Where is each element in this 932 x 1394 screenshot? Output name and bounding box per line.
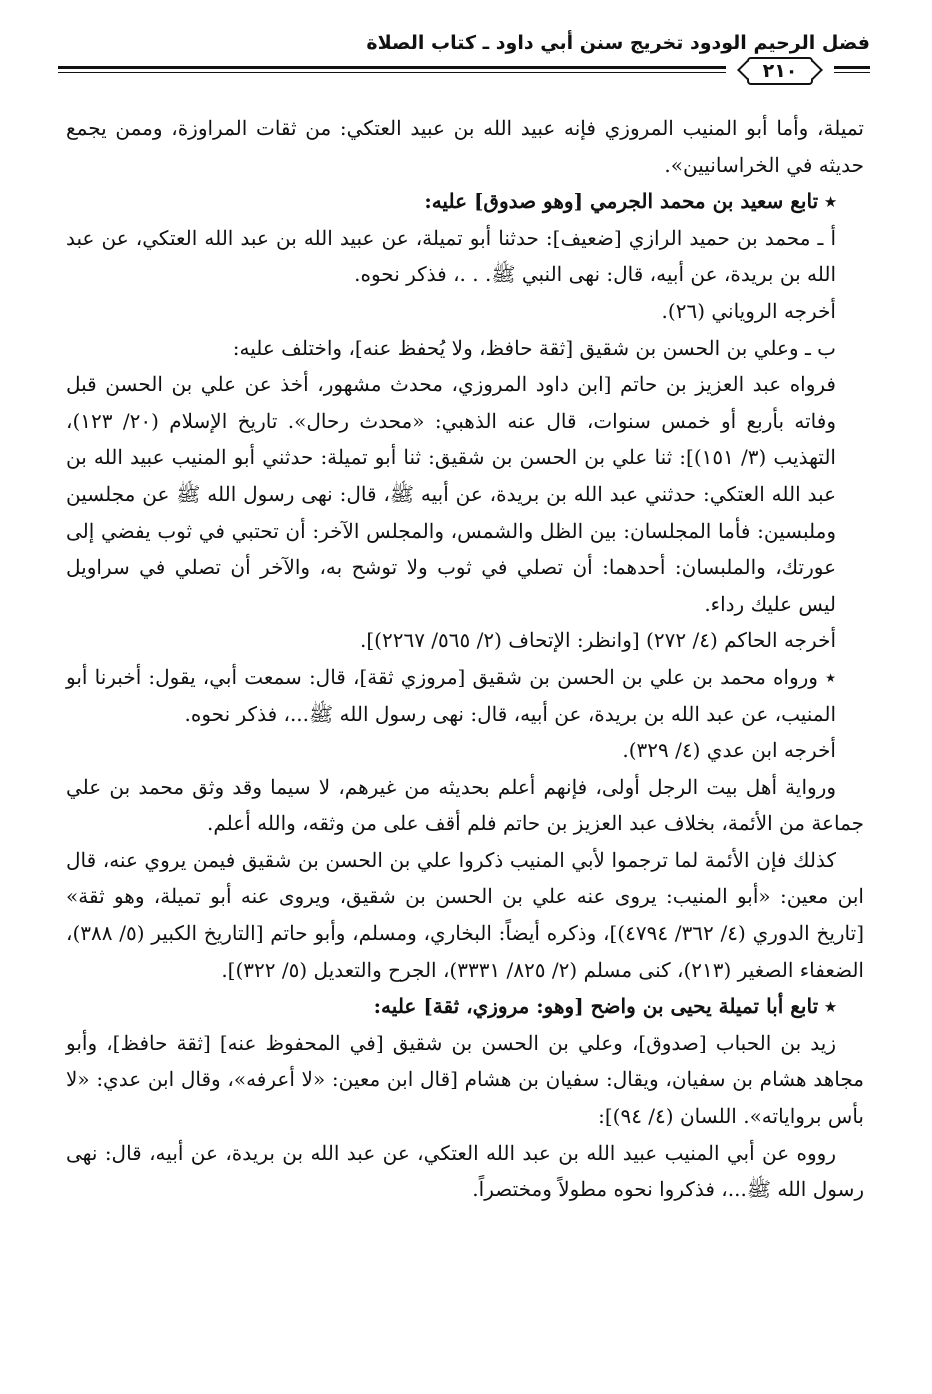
paragraph: زيد بن الحباب [صدوق]، وعلي بن الحسن بن شقيق [في المحفوظ عنه] [ثقة حافظ]، وأبو مجاهد هشام بن سفيان، ويقال: سفيان بن هشام [قال ابن معين: «لا أعرفه»، وقال ابن عدي: «لا بأس برواياته». اللسان (٤/ ٩٤)]: (66, 1030, 864, 1129)
paragraph: تميلة، وأما أبو المنيب المروزي فإنه عبيد الله بن عبيد العتكي: من ثقات المراوزة، وممن يجمع حديثه في الخراسانيين». (66, 116, 864, 177)
page-number-frame (726, 56, 834, 86)
paragraph: أ ـ محمد بن حميد الرازي [ضعيف]: حدثنا أبو تميلة، عن عبيد الله بن عبد الله العتكي، عن عبد الله بن بريدة، عن أبيه، قال: نهى النبي ﷺ. . .، فذكر نحوه. (66, 225, 836, 287)
paragraph: كذلك فإن الأئمة لما ترجموا لأبي المنيب ذكروا علي بن الحسن بن شقيق فيمن يروي عنه، قال ابن معين: «أبو المنيب: يروى عنه علي بن الحسن بن شقيق، ويروى عنه أبو تميلة، وهو ثقة» [تاريخ الدوري (٤/ ٣٦٢/ ٤٧٩٤)]، وذكره أيضاً: البخاري، ومسلم، وأبو حاتم [التاريخ الكبير (٥/ ٣٨٨)، الضعفاء الصغير (٢١٣)، كنى مسلم (٢/ ٨٢٥/ ٣٣٣١)، الجرح والتعديل (٥/ ٣٢٢)]. (66, 847, 865, 982)
citation: أخرجه ابن عدي (٤/ ٣٢٩). (622, 738, 836, 763)
page-number: ٢١٠ (747, 57, 814, 85)
paragraph: ٭ ورواه محمد بن علي بن الحسن بن شقيق [مروزي ثقة]، قال: سمعت أبي، يقول: أخبرنا أبو المنيب، عن عبد الله بن بريدة، عن أبيه، قال: نهى رسول الله ﷺ...، فذكر نحوه. (66, 664, 836, 726)
citation: أخرجه الروياني (٢٦). (661, 298, 836, 323)
section-heading: ٭ تابع أبا تميلة يحيى بن واضح [وهو: مروزي، ثقة] عليه: (373, 994, 836, 1019)
paragraph: رووه عن أبي المنيب عبيد الله بن عبد الله العتكي، عن عبد الله بن بريدة، عن أبيه، قال: نهى رسول الله ﷺ...، فذكروا نحوه مطولاً ومختصراً. (66, 1140, 864, 1202)
paragraph: فرواه عبد العزيز بن حاتم [ابن داود المروزي، محدث مشهور، أخذ عن علي بن الحسن قبل وفاته بأربع أو خمس سنوات، قال عنه الذهبي: «محدث رحال». تاريخ الإسلام (٢٠/ ١٢٣)، التهذيب (٣/ ١٥١)]: ثنا علي بن الحسن بن شقيق: ثنا أبو تميلة: حدثني أبو المنيب عبيد الله بن عبد الله العتكي: حدثني عبد الله بن بريدة، عن أبيه ﷺ، قال: نهى رسول الله ﷺ عن مجلسين وملبسين: فأما المجلسان: بين الظل والشمس، والمجلس الآخر: أن تحتبي في ثوب يفضي إلى عورتك، والملبسان: أحدهما: أن تصلي في ثوب ولا توشح به، والآخر أن تصلي في سراويل ليس عليك رداء. (66, 372, 836, 616)
paragraph: ورواية أهل بيت الرجل أولى، فإنهم أعلم بحديثه من غيرهم، لا سيما وقد وثق محمد بن علي جماعة من الأئمة، بخلاف عبد العزيز بن حاتم فلم أقف على من وثقه، والله أعلم. (66, 774, 864, 836)
page-body (66, 110, 864, 1208)
paragraph: ب ـ وعلي بن الحسن بن شقيق [ثقة حافظ، ولا يُحفظ عنه]، واختلف عليه: (232, 335, 836, 360)
page-header (58, 32, 870, 94)
citation: أخرجه الحاكم (٤/ ٢٧٢) [وانظر: الإتحاف (٢/ ٥٦٥/ ٢٢٦٧)]. (360, 628, 836, 653)
running-title: فضل الرحيم الودود تخريج سنن أبي داود ـ كتاب الصلاة (366, 32, 870, 54)
section-heading: ٭ تابع سعيد بن محمد الجرمي [وهو صدوق] عليه: (424, 189, 836, 214)
